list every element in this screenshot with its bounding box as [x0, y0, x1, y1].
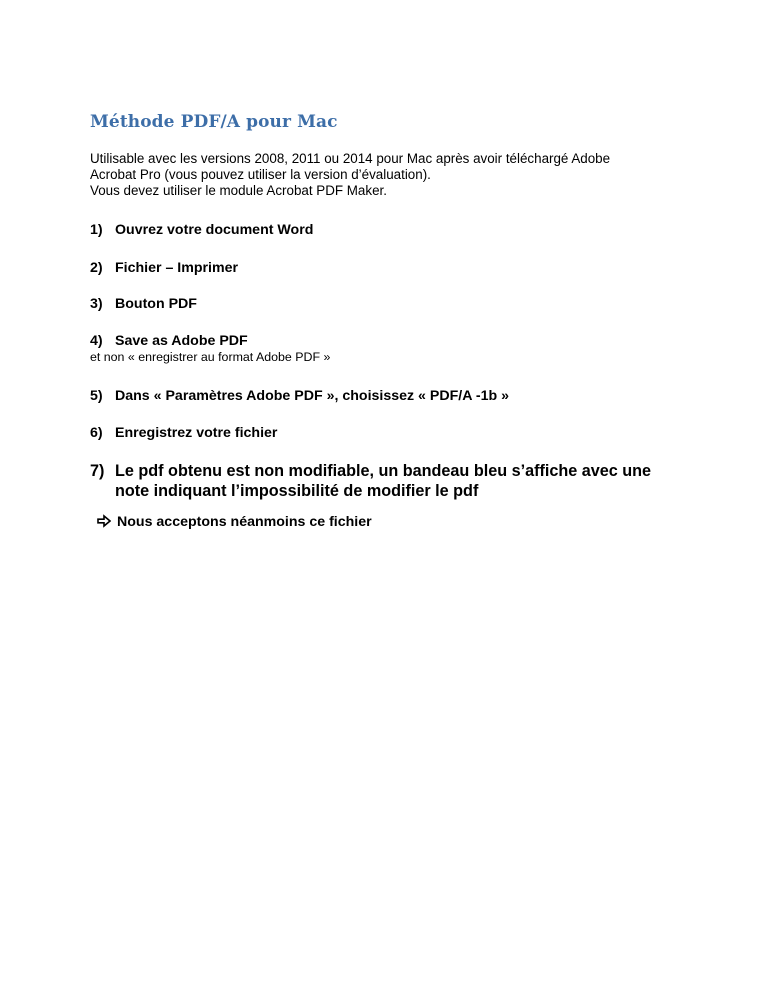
- step-text: Le pdf obtenu est non modifiable, un bandeau bleu s’affiche avec une: [115, 462, 652, 480]
- step-text: Save as Adobe PDF: [115, 333, 248, 349]
- step-text: Enregistrez votre fichier: [115, 425, 278, 441]
- step-3: [90, 296, 197, 312]
- step-number: 5): [90, 388, 103, 404]
- step-number: 4): [90, 333, 103, 349]
- step-number: 6): [90, 425, 103, 441]
- step-text: Fichier – Imprimer: [115, 260, 239, 276]
- step-4: [90, 333, 248, 349]
- intro-paragraph: [90, 151, 690, 199]
- step-number: 3): [90, 296, 103, 312]
- step-text: Ouvrez votre document Word: [115, 222, 314, 238]
- step-text: Dans « Paramètres Adobe PDF », choisissez « PDF/A -1b »: [115, 388, 509, 404]
- intro-line: Acrobat Pro (vous pouvez utiliser la version d’évaluation).: [90, 167, 431, 182]
- intro-line: Vous devez utiliser le module Acrobat PDF Maker.: [90, 183, 387, 198]
- step-5: [90, 388, 509, 404]
- step-number: 7): [90, 462, 105, 480]
- step-4-note: et non « enregistrer au format Adobe PDF »: [90, 350, 331, 364]
- conclusion-text: Nous acceptons néanmoins ce fichier: [117, 514, 372, 530]
- step-1: [90, 222, 313, 238]
- step-2: [90, 260, 238, 276]
- document-title: Méthode PDF/A pour Mac: [90, 112, 338, 132]
- step-6: [90, 425, 277, 441]
- arrow-right-icon: [97, 514, 111, 528]
- step-text: Bouton PDF: [115, 296, 197, 312]
- intro-line: Utilisable avec les versions 2008, 2011 ou 2014 pour Mac après avoir téléchargé Adobe: [90, 151, 611, 166]
- conclusion: [97, 514, 372, 530]
- step-number: 2): [90, 260, 103, 276]
- step-text-continuation: note indiquant l’impossibilité de modifier le pdf: [115, 482, 479, 500]
- step-number: 1): [90, 222, 103, 238]
- step-7: [90, 461, 730, 501]
